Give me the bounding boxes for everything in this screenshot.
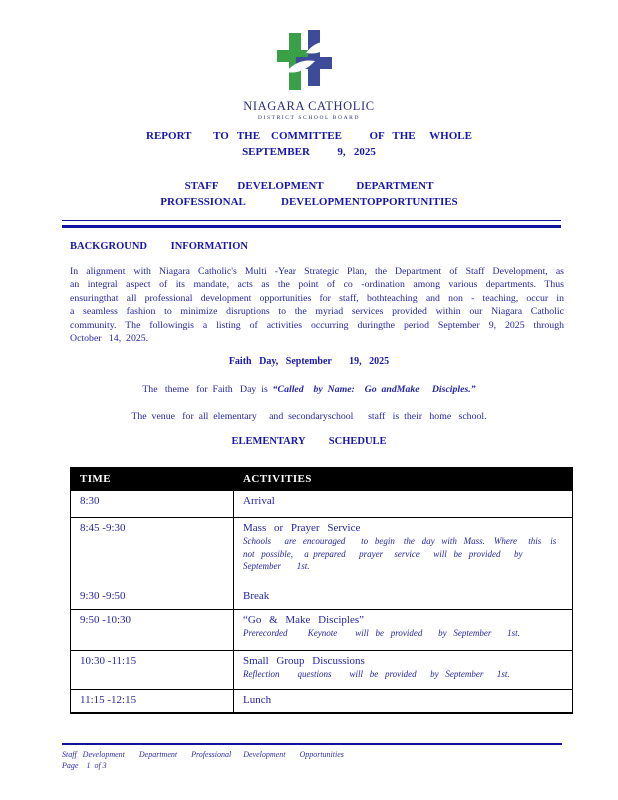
report-title bbox=[0, 129, 618, 160]
time-range: 9:30 -9:50 bbox=[80, 590, 126, 602]
department-title-line2: PROFESSIONAL DEVELOPMENTOPPORTUNITIES bbox=[160, 195, 458, 208]
schedule-table-wrap bbox=[70, 467, 573, 714]
schedule-table bbox=[70, 467, 573, 714]
report-title-line1: REPORT TO THE COMMITTEE OF THE WHOLE bbox=[146, 130, 472, 142]
footer-page-number: Page 1 of 3 bbox=[62, 760, 107, 770]
report-title-line2: SEPTEMBER 9, 2025 bbox=[242, 145, 376, 158]
time-cell bbox=[71, 518, 234, 610]
table-row bbox=[71, 610, 573, 651]
activity-note: Schools are encouraged to begin the day with Mass. Where this is bbox=[243, 536, 557, 546]
paragraph-line: In alignment with Niagara Catholic's Multi -Year Strategic Plan, the Department of Staff Development, as bbox=[70, 266, 564, 277]
activity-cell: Lunch bbox=[234, 690, 573, 713]
org-name: NIAGARA CATHOLIC bbox=[243, 99, 375, 113]
page-footer bbox=[62, 750, 562, 771]
table-header-row bbox=[71, 468, 573, 491]
footer-document-title: Staff Development Department Professional Development Opportunities bbox=[62, 750, 344, 759]
background-paragraph bbox=[70, 265, 564, 345]
faith-theme-line bbox=[0, 384, 618, 395]
niagara-catholic-crosses-logo-icon bbox=[272, 30, 346, 97]
time-cell: 11:15 -12:15 bbox=[71, 690, 234, 713]
time-cell: 9:50 -10:30 bbox=[71, 610, 234, 651]
activity-title: Break bbox=[243, 590, 270, 602]
org-subtitle: DISTRICT SCHOOL BOARD bbox=[257, 115, 361, 121]
elementary-schedule-heading: ELEMENTARY SCHEDULE bbox=[231, 436, 387, 447]
logo-block bbox=[0, 30, 618, 121]
activity-note: not possible, a prepared prayer service will be provided by bbox=[243, 548, 523, 559]
faith-theme-quote: “Called by Name: Go andMake Disciples.” bbox=[272, 384, 476, 395]
time-range: 8:45 -9:30 bbox=[80, 522, 126, 534]
department-title bbox=[0, 179, 618, 210]
time-cell: 10:30 -11:15 bbox=[71, 651, 234, 690]
table-row bbox=[71, 651, 573, 690]
activity-cell bbox=[234, 610, 573, 651]
activity-title: Mass or Prayer Service bbox=[243, 522, 361, 534]
activity-note: September 1st. bbox=[243, 561, 310, 571]
table-row bbox=[71, 491, 573, 518]
background-heading: BACKGROUND INFORMATION bbox=[70, 241, 249, 252]
paragraph-line: community. The followingis a listing of activities occurring duringthe period September 9, 2025 through bbox=[70, 319, 564, 331]
faith-day-heading: Faith Day, September 19, 2025 bbox=[228, 356, 390, 367]
crosses-icon bbox=[272, 30, 346, 92]
col-header-activities: ACTIVITIES bbox=[234, 468, 573, 491]
activity-title: “Go & Make Disciples” bbox=[243, 614, 364, 626]
double-rule-divider bbox=[62, 220, 561, 228]
table-row bbox=[71, 690, 573, 713]
activity-note: Prerecorded Keynote will be provided by September 1st. bbox=[243, 628, 520, 638]
paragraph-line: a seamless fashion to minimize disruptions to the myriad services provided within our Niagara Catholic bbox=[70, 306, 564, 318]
faith-theme-prefix: The theme for Faith Day is bbox=[142, 384, 273, 395]
activity-cell bbox=[234, 518, 573, 610]
paragraph-line: an integral aspect of its mandate, acts as the point of co -ordination among various departments. Thus bbox=[70, 279, 564, 291]
paragraph-line: October 14, 2025. bbox=[70, 333, 149, 345]
time-cell: 8:30 bbox=[71, 491, 234, 518]
activity-cell bbox=[234, 651, 573, 690]
faith-venue-line: The venue for all elementary and secondaryschool staff is their home school. bbox=[131, 411, 487, 422]
activity-note: Reflection questions will be provided by September 1st. bbox=[243, 669, 510, 679]
paragraph-line: ensuringthat all professional development opportunities for staff, bothteaching and non - teaching, occur in bbox=[70, 292, 564, 304]
footer-rule bbox=[62, 743, 562, 745]
activity-title: Small Group Discussions bbox=[243, 655, 365, 667]
col-header-time: TIME bbox=[71, 468, 234, 491]
table-row bbox=[71, 518, 573, 610]
activity-cell: Arrival bbox=[234, 491, 573, 518]
department-title-line1: STAFF DEVELOPMENT DEPARTMENT bbox=[184, 180, 434, 192]
